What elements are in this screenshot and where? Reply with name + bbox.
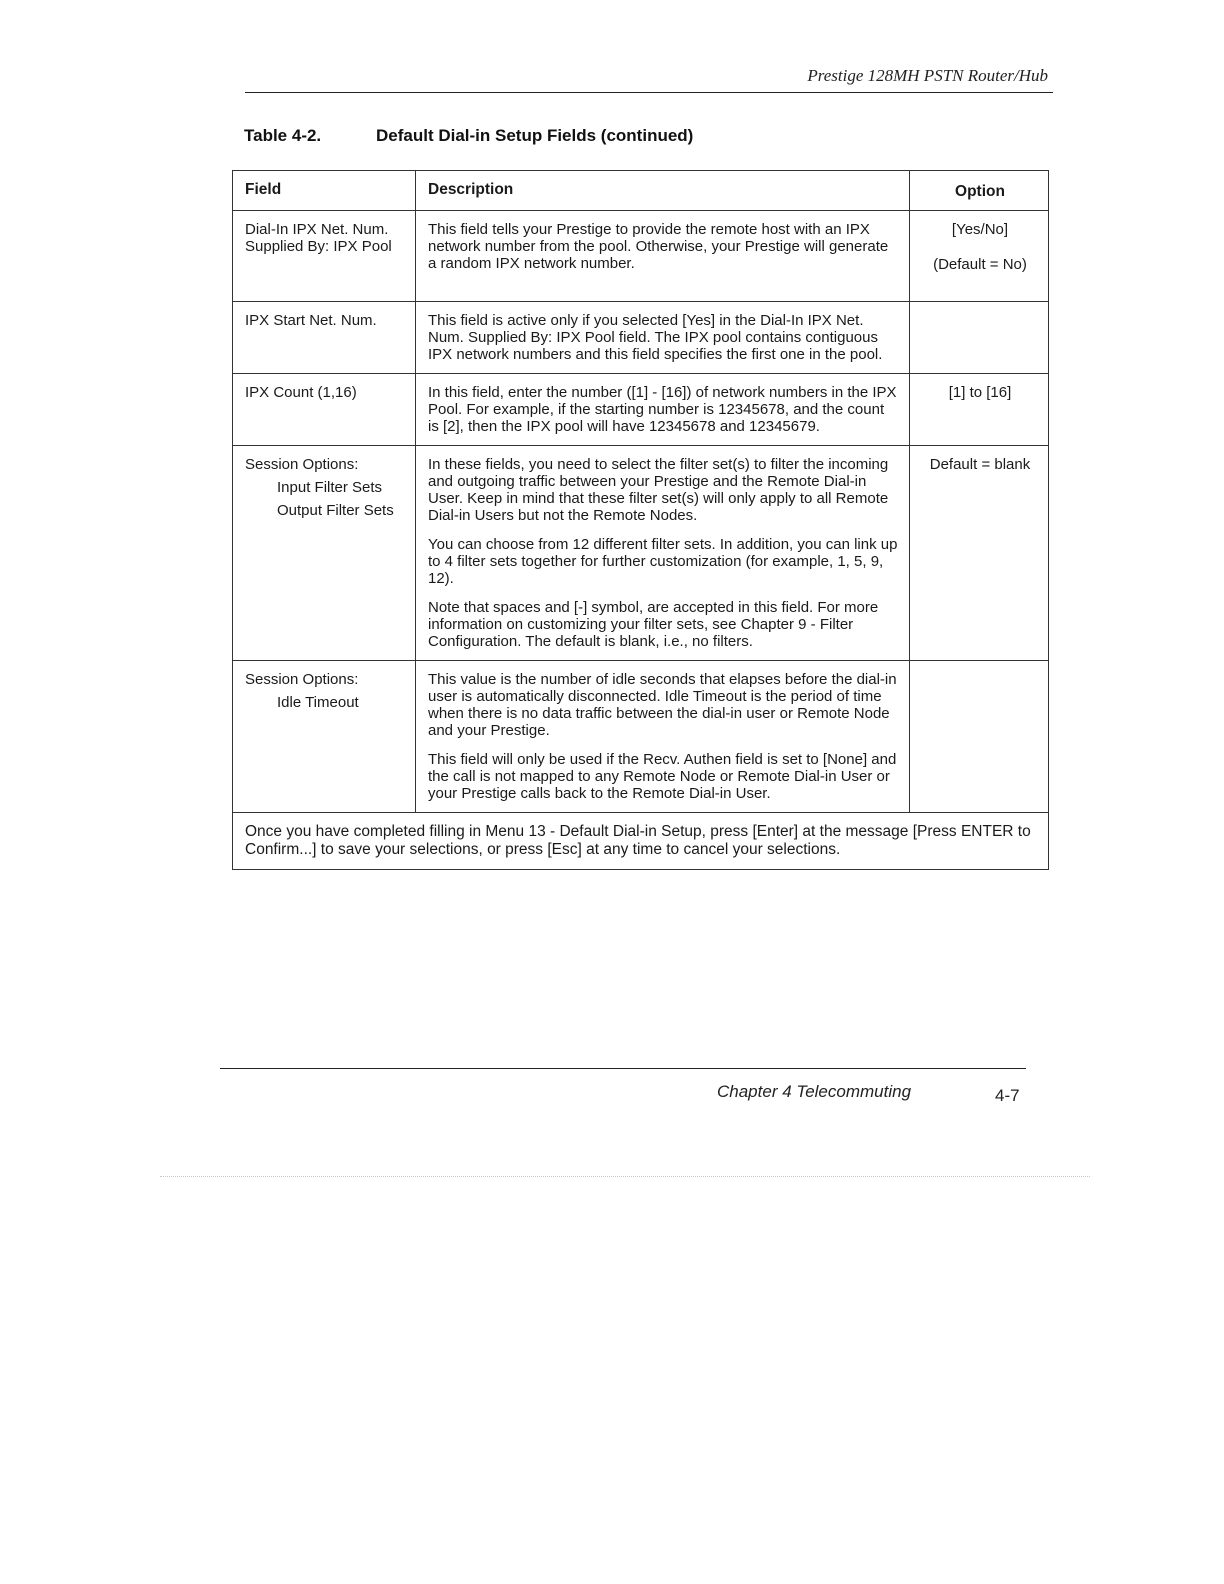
fields-table-container <box>232 170 1048 870</box>
option-default: (Default = No) <box>933 256 1027 273</box>
row-option <box>910 446 1049 661</box>
table-title: Default Dial-in Setup Fields (continued) <box>376 126 694 145</box>
header-option: Option <box>910 171 1049 211</box>
fields-table <box>232 170 1049 870</box>
field-sub-label: Output Filter Sets <box>277 502 394 519</box>
description-paragraph: You can choose from 12 different filter sets. In addition, you can link up to 4 filter sets together for further customization (for example, 1, 5, 9, 12). <box>428 536 898 587</box>
description-paragraph: This value is the number of idle seconds that elapses before the dial-in user is automatically disconnected. Idle Timeout is the period of time when there is no data traffic between the dial-in user or Remote Node and your Prestige. <box>428 671 897 739</box>
page-number: 4-7 <box>995 1086 1020 1105</box>
row-description <box>416 211 910 302</box>
row-field: IPX Count (1,16) <box>233 374 416 446</box>
description-paragraph: This field will only be used if the Recv. Authen field is set to [None] and the call is not mapped to any Remote Node or Remote Dial-in User or your Prestige calls back to the Remote Dial-in User. <box>428 751 897 802</box>
field-group-label: Session Options: <box>245 456 359 473</box>
row-description <box>416 661 910 813</box>
table-number: Table 4-2. <box>244 126 322 145</box>
description-paragraph: This field tells your Prestige to provide the remote host with an IPX network number from the pool. Otherwise, your Prestige will generate a random IPX network number. <box>428 221 889 272</box>
row-field: IPX Start Net. Num. <box>233 302 416 374</box>
option-value: [1] to [16] <box>948 384 1012 401</box>
footer-chapter: Chapter 4 Telecommuting <box>717 1082 912 1101</box>
header-field: Field <box>233 171 416 211</box>
field-group-label: Session Options: <box>245 671 359 688</box>
row-description <box>416 302 910 374</box>
description-paragraph: In these fields, you need to select the filter set(s) to filter the incoming and outgoing traffic between your Prestige and the Remote Dial-in User. Keep in mind that these filter set(s) will only apply to all Remote Dial-in Users but not the Remote Nodes. <box>428 456 889 524</box>
running-header: Prestige 128MH PSTN Router/Hub <box>807 66 1048 85</box>
table-note-row <box>233 813 1049 870</box>
table-note: Once you have completed filling in Menu 13 - Default Dial-in Setup, press [Enter] at the message [Press ENTER to Confirm...] to save your selections, or press [Esc] at any time to cancel your selections. <box>233 813 1049 870</box>
header-rule <box>245 92 1053 93</box>
row-field: Dial-In IPX Net. Num. Supplied By: IPX Pool <box>233 211 416 302</box>
option-value: [Yes/No] <box>951 221 1009 238</box>
option-value: Default = blank <box>929 456 1031 473</box>
row-description <box>416 374 910 446</box>
field-sub-label: Idle Timeout <box>277 694 359 711</box>
table-row <box>233 374 1049 446</box>
row-option <box>910 374 1049 446</box>
table-row <box>233 661 1049 813</box>
row-field <box>233 446 416 661</box>
header-description: Description <box>416 171 910 211</box>
row-field <box>233 661 416 813</box>
table-caption <box>244 126 693 146</box>
description-paragraph: Note that spaces and [-] symbol, are accepted in this field. For more information on customizing your filter sets, see Chapter 9 - Filter Configuration. The default is blank, i.e., no filters. <box>428 599 879 650</box>
footer-rule <box>220 1068 1026 1069</box>
row-description <box>416 446 910 661</box>
row-option <box>910 302 1049 374</box>
table-row <box>233 302 1049 374</box>
table-row <box>233 446 1049 661</box>
table-header-row <box>233 171 1049 211</box>
description-paragraph: This field is active only if you selected [Yes] in the Dial-In IPX Net. Num. Supplied By: IPX Pool field. The IPX pool contains contiguous IPX network numbers and this field specifies the first one in the pool. <box>428 312 883 363</box>
row-option <box>910 661 1049 813</box>
description-paragraph: In this field, enter the number ([1] - [16]) of network numbers in the IPX Pool. For example, if the starting number is 12345678, and the count is [2], then the IPX pool will have 12345678 and 12345679. <box>428 384 897 435</box>
row-option <box>910 211 1049 302</box>
scan-artifact-line <box>160 1176 1090 1179</box>
table-row <box>233 211 1049 302</box>
field-sub-label: Input Filter Sets <box>277 479 383 496</box>
